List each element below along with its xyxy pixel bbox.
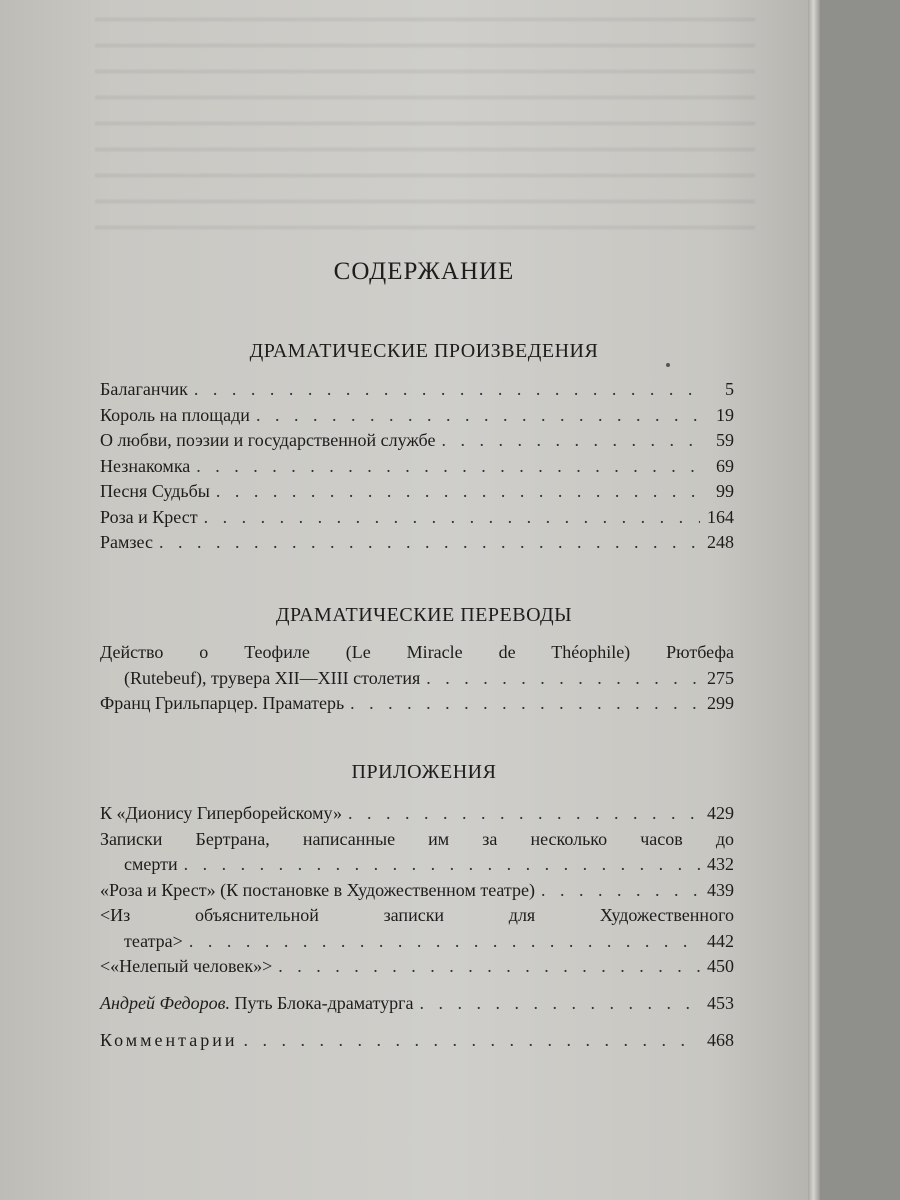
toc-entry-page: 432 bbox=[707, 854, 734, 874]
toc-entry-page: 275 bbox=[707, 667, 734, 688]
toc-entry bbox=[100, 1028, 734, 1054]
toc-entry-title: Король на площади bbox=[100, 404, 250, 425]
leader-dots bbox=[198, 505, 700, 531]
toc-entry-page: 248 bbox=[707, 532, 734, 552]
leader-dots bbox=[210, 479, 700, 505]
show-through-text bbox=[95, 0, 755, 240]
toc-entry bbox=[100, 691, 734, 717]
toc-entry-page: 299 bbox=[707, 693, 734, 713]
toc-entry-page: 442 bbox=[707, 930, 734, 951]
leader-dots bbox=[183, 929, 700, 955]
leader-dots bbox=[272, 954, 700, 980]
page-edge bbox=[808, 0, 820, 1200]
toc-entry bbox=[100, 954, 734, 980]
leader-dots bbox=[342, 801, 700, 827]
afterword-title: Путь Блока-драматурга bbox=[234, 993, 414, 1013]
toc-entry-title: <«Нелепый человек»> bbox=[100, 956, 273, 976]
toc-entry bbox=[100, 505, 734, 531]
toc-entry-title: (Rutebeuf), трувера XII—XIII столетия bbox=[124, 667, 421, 688]
toc-entry bbox=[100, 852, 734, 878]
toc-entry bbox=[100, 403, 734, 429]
toc-entry-title: смерти bbox=[124, 854, 178, 874]
leader-dots bbox=[344, 691, 700, 717]
toc-entry-title: О любви, поэзии и государственной службе bbox=[100, 430, 436, 450]
toc-entry-page: 450 bbox=[707, 956, 734, 976]
leader-dots bbox=[535, 878, 700, 904]
toc-entry-title-line1: Действо о Теофиле (Le Miracle de Théophile) Рютбефа bbox=[100, 642, 734, 662]
toc-entry-page: 99 bbox=[716, 481, 734, 501]
toc-entry-title-line1: <Из объяснительной записки для Художественного bbox=[100, 905, 734, 925]
toc-entry-title: театра> bbox=[124, 930, 183, 951]
toc-entry-page: 69 bbox=[716, 455, 734, 476]
toc-entry bbox=[100, 530, 734, 556]
leader-dots bbox=[178, 852, 700, 878]
toc-entry bbox=[100, 377, 734, 403]
toc-translations bbox=[100, 640, 734, 717]
toc-commentary bbox=[100, 1028, 734, 1054]
toc-entry bbox=[100, 929, 734, 955]
toc-entry-title: Балаганчик bbox=[100, 379, 188, 399]
toc-entry-page: 468 bbox=[707, 1030, 734, 1050]
toc-entry-title: Рамзес bbox=[100, 532, 153, 552]
toc-entry-page: 453 bbox=[707, 993, 734, 1013]
toc-entry bbox=[100, 801, 734, 827]
section-heading-translations: ДРАМАТИЧЕСКИЕ ПЕРЕВОДЫ bbox=[275, 604, 573, 626]
toc-entry-page: 439 bbox=[707, 879, 734, 900]
toc-entry bbox=[100, 991, 734, 1017]
toc-entry-page: 19 bbox=[716, 404, 734, 425]
leader-dots bbox=[414, 991, 700, 1017]
leader-dots bbox=[190, 454, 700, 480]
toc-entry-page: 429 bbox=[707, 803, 734, 823]
leader-dots bbox=[153, 530, 700, 556]
toc-appendices bbox=[100, 801, 734, 980]
page-title: СОДЕРЖАНИЕ bbox=[333, 258, 515, 285]
leader-dots bbox=[420, 666, 700, 692]
leader-dots bbox=[238, 1028, 700, 1054]
toc-entry bbox=[100, 666, 734, 692]
toc-entry bbox=[100, 454, 734, 480]
toc-entry-page: 5 bbox=[725, 379, 734, 399]
leader-dots bbox=[188, 377, 700, 403]
toc-entry-title: К «Дионису Гиперборейскому» bbox=[100, 803, 343, 823]
toc-entry bbox=[100, 878, 734, 904]
leader-dots bbox=[250, 403, 700, 429]
afterword-author: Андрей Федоров. bbox=[100, 993, 230, 1013]
toc-entry-title: Франц Грильпарцер. Праматерь bbox=[100, 693, 345, 713]
toc-entry-title-line1: Записки Бертрана, написанные им за несколько часов до bbox=[100, 828, 734, 849]
toc-entry-title: Незнакомка bbox=[100, 455, 191, 476]
leader-dots bbox=[435, 428, 700, 454]
toc-entry bbox=[100, 479, 734, 505]
section-heading-dramatic-works: ДРАМАТИЧЕСКИЕ ПРОИЗВЕДЕНИЯ bbox=[249, 340, 599, 362]
paper-speck bbox=[666, 363, 670, 367]
toc-entry-page: 59 bbox=[716, 430, 734, 450]
toc-entry-title: Песня Судьбы bbox=[100, 481, 210, 501]
toc-entry-title: «Роза и Крест» (К постановке в Художественном театре) bbox=[100, 879, 536, 900]
toc-entry bbox=[100, 428, 734, 454]
toc-dramatic-works bbox=[100, 377, 734, 556]
section-heading-appendices: ПРИЛОЖЕНИЯ bbox=[351, 761, 497, 783]
toc-afterword bbox=[100, 991, 734, 1017]
toc-entry-page: 164 bbox=[707, 506, 734, 527]
toc-entry-title: Роза и Крест bbox=[100, 506, 198, 527]
toc-entry-title: Комментарии bbox=[100, 1030, 238, 1050]
